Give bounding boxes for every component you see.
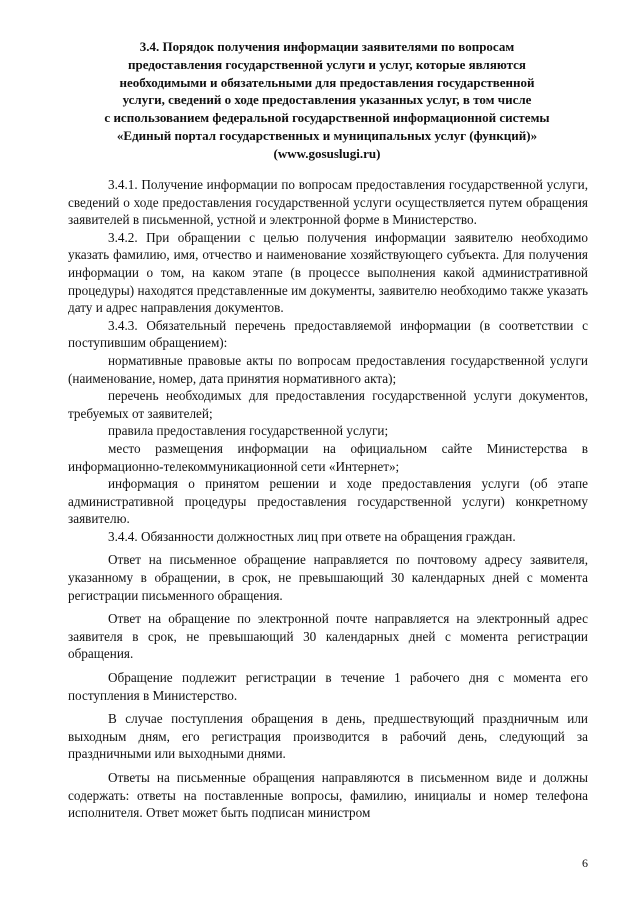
paragraph-3-4-1: 3.4.1. Получение информации по вопросам предоставления государственной услуги, сведений о ходе предоставления государственной услуги осуществляется путем обращения заявителей в письменной, устной и электронной форме в Министерство. — [68, 177, 588, 228]
body-text — [68, 176, 588, 822]
paragraph-email-reply: Ответ на обращение по электронной почте направляется на электронный адрес заявителя в срок, не превышающий 30 календарных дней с момента регистрации обращения. — [68, 611, 588, 662]
list-item-documents: перечень необходимых для предоставления государственной услуги документов, требуемых от заявителей; — [68, 388, 588, 421]
page-number: 6 — [582, 856, 588, 870]
list-item-website: место размещения информации на официальном сайте Министерства в информационно-телекоммуникационной сети «Интернет»; — [68, 440, 588, 474]
list-item-legal-acts: нормативные правовые акты по вопросам предоставления государственной услуги (наименование, номер, дата принятия нормативного акта); — [68, 352, 588, 386]
paragraph-3-4-4: 3.4.4. Обязанности должностных лиц при ответе на обращения граждан. — [108, 528, 516, 544]
paragraph-written-reply: Ответ на письменное обращение направляется по почтовому адресу заявителя, указанному в обращении, в срок, не превышающий 30 календарных дней с момента регистрации письменного обращения. — [68, 552, 588, 603]
section-heading — [66, 38, 588, 163]
heading-line: «Единый портал государственных и муниципальных услуг (функций)» — [116, 127, 538, 143]
heading-line: 3.4. Порядок получения информации заявителями по вопросам — [139, 39, 515, 54]
list-item-decision-info: информация о принятом решении и ходе предоставления услуги (об этапе административной процедуры предоставления государственной услуги) конкретному заявителю. — [68, 476, 588, 527]
heading-line: услуги, сведений о ходе предоставления указанных услуг, в том числе — [122, 92, 532, 108]
paragraph-3-4-2: 3.4.2. При обращении с целью получения информации заявителю необходимо указать фамилию, имя, отчество и наименование хозяйствующего субъекта. Для получения информации о том, на каком этапе (в процессе выполнения какой административной процедуры) находятся представленные им документы, заявителю необходимо также указать дату и адрес направления документов. — [68, 229, 588, 316]
heading-line: предоставления государственной услуги и услуг, которые являются — [128, 56, 526, 72]
heading-line: необходимыми и обязательными для предоставления государственной — [119, 74, 535, 90]
list-item-rules: правила предоставления государственной услуги; — [108, 423, 389, 439]
paragraph-registration: Обращение подлежит регистрации в течение 1 рабочего дня с момента его поступления в Министерство. — [68, 670, 588, 703]
paragraph-reply-content: Ответы на письменные обращения направляются в письменном виде и должны содержать: ответы на поставленные вопросы, фамилию, инициалы и номер телефона исполнителя. Ответ может быть подписан министром — [68, 770, 588, 821]
heading-line: с использованием федеральной государственной информационной системы — [104, 110, 550, 126]
heading-line: (www.gosuslugi.ru) — [273, 145, 381, 161]
paragraph-3-4-3: 3.4.3. Обязательный перечень предоставляемой информации (в соответствии с поступившим обращением): — [68, 317, 588, 351]
paragraph-holidays: В случае поступления обращения в день, предшествующий праздничным или выходным дням, его регистрация производится в рабочий день, следующий за праздничными или выходными днями. — [68, 711, 588, 762]
